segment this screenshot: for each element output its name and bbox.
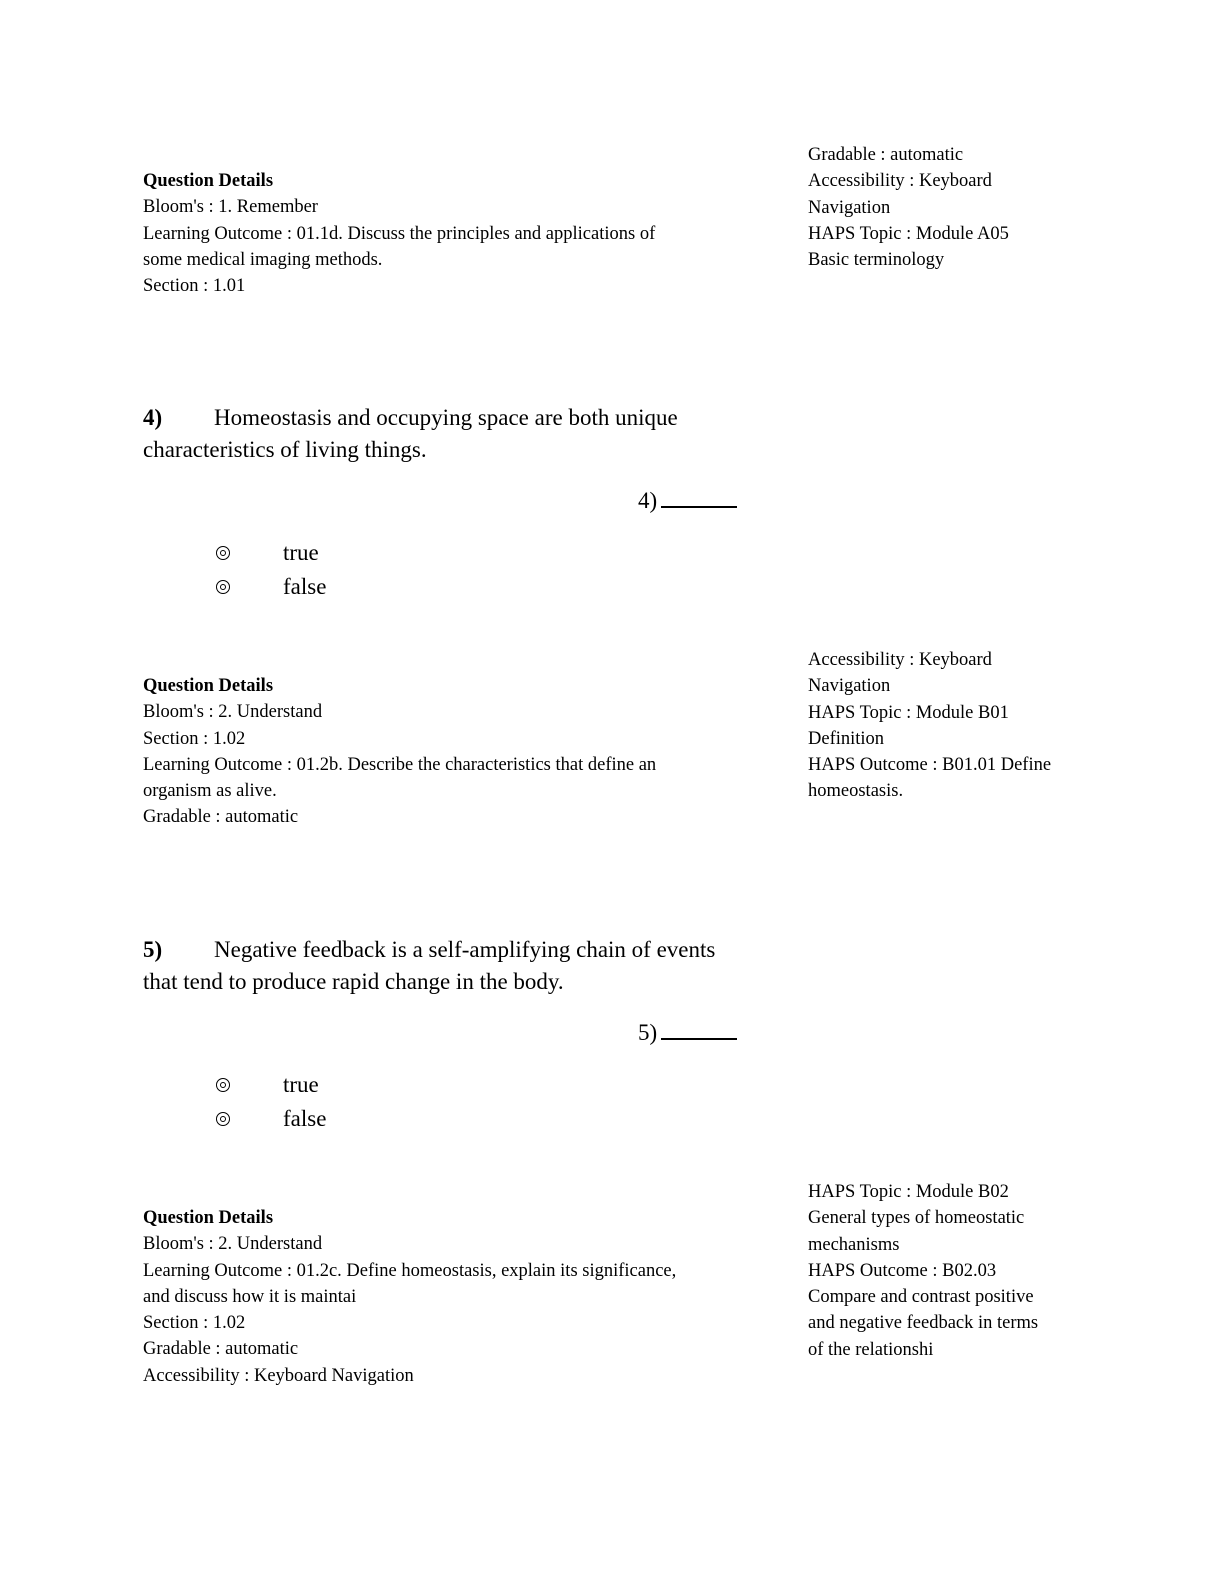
- answer-label: 5): [638, 1020, 658, 1045]
- detail-line: HAPS Topic : Module B02: [808, 1182, 1009, 1202]
- detail-line: homeostasis.: [808, 781, 904, 802]
- answer-options-4: [216, 536, 326, 604]
- detail-line: HAPS Outcome : B02.03: [808, 1260, 997, 1281]
- question-details-right-2: [808, 647, 1098, 805]
- detail-line: Section : 1.02: [143, 1313, 246, 1334]
- question-details-left-3: [143, 1205, 733, 1389]
- detail-line: Accessibility : Keyboard: [808, 171, 992, 192]
- option-true[interactable]: [216, 1068, 326, 1102]
- detail-line: Navigation: [808, 676, 891, 697]
- answer-blank-5: [638, 1018, 737, 1048]
- question-text-line: that tend to produce rapid change in the body.: [143, 968, 564, 994]
- detail-line: mechanisms: [808, 1234, 900, 1255]
- option-label: false: [283, 1106, 327, 1131]
- detail-line: Learning Outcome : 01.2b. Describe the characteristics that define an: [143, 754, 657, 775]
- detail-line: Gradable : automatic: [143, 1339, 299, 1360]
- question-details-heading: Question Details: [143, 171, 274, 191]
- option-label: false: [283, 574, 327, 599]
- detail-line: some medical imaging methods.: [143, 249, 383, 270]
- option-label: true: [283, 1072, 319, 1097]
- question-text-line: characteristics of living things.: [143, 436, 427, 462]
- answer-label: 4): [638, 488, 658, 513]
- detail-line: Bloom's : 2. Understand: [143, 1234, 323, 1255]
- option-true[interactable]: [216, 536, 326, 570]
- question-4-text: [143, 402, 763, 465]
- option-label: true: [283, 540, 319, 565]
- answer-blank-line[interactable]: [661, 1018, 737, 1040]
- question-details-right-3: [808, 1179, 1098, 1363]
- question-number: 5): [143, 937, 163, 962]
- question-details-left-1: [143, 168, 733, 299]
- radio-icon[interactable]: [216, 1112, 230, 1126]
- radio-icon[interactable]: [216, 1078, 230, 1092]
- detail-line: Accessibility : Keyboard Navigation: [143, 1365, 414, 1386]
- option-false[interactable]: [216, 570, 326, 604]
- detail-line: and negative feedback in terms: [808, 1313, 1039, 1334]
- detail-line: organism as alive.: [143, 781, 277, 802]
- question-number: 4): [143, 405, 163, 430]
- answer-blank-4: [638, 486, 737, 516]
- detail-line: Accessibility : Keyboard: [808, 650, 992, 670]
- detail-line: Gradable : automatic: [143, 807, 299, 828]
- detail-line: Learning Outcome : 01.2c. Define homeostasis, explain its significance,: [143, 1260, 677, 1281]
- radio-icon[interactable]: [216, 546, 230, 560]
- radio-icon[interactable]: [216, 580, 230, 594]
- question-details-left-2: [143, 673, 733, 831]
- option-false[interactable]: [216, 1102, 326, 1136]
- answer-options-5: [216, 1068, 326, 1136]
- detail-line: of the relationshi: [808, 1339, 934, 1360]
- question-details-right-1: [808, 142, 1098, 273]
- question-5-text: [143, 934, 763, 997]
- detail-line: Gradable : automatic: [808, 145, 964, 165]
- detail-line: Definition: [808, 728, 885, 749]
- detail-line: HAPS Outcome : B01.01 Define: [808, 755, 1052, 776]
- detail-line: HAPS Topic : Module A05: [808, 223, 1009, 244]
- question-text-line: Homeostasis and occupying space are both unique: [214, 405, 678, 430]
- question-details-heading: Question Details: [143, 1208, 274, 1228]
- detail-line: General types of homeostatic: [808, 1208, 1025, 1229]
- detail-line: Navigation: [808, 197, 891, 218]
- detail-line: and discuss how it is maintai: [143, 1286, 357, 1307]
- detail-line: Basic terminology: [808, 250, 945, 271]
- answer-blank-line[interactable]: [661, 486, 737, 508]
- detail-line: Bloom's : 2. Understand: [143, 702, 323, 723]
- detail-line: Section : 1.02: [143, 728, 246, 749]
- detail-line: Section : 1.01: [143, 276, 246, 297]
- question-details-heading: Question Details: [143, 676, 274, 696]
- question-text-line: Negative feedback is a self-amplifying chain of events: [214, 937, 716, 962]
- detail-line: HAPS Topic : Module B01: [808, 702, 1009, 723]
- detail-line: Compare and contrast positive: [808, 1287, 1034, 1308]
- detail-line: Bloom's : 1. Remember: [143, 197, 318, 218]
- detail-line: Learning Outcome : 01.1d. Discuss the principles and applications of: [143, 223, 656, 244]
